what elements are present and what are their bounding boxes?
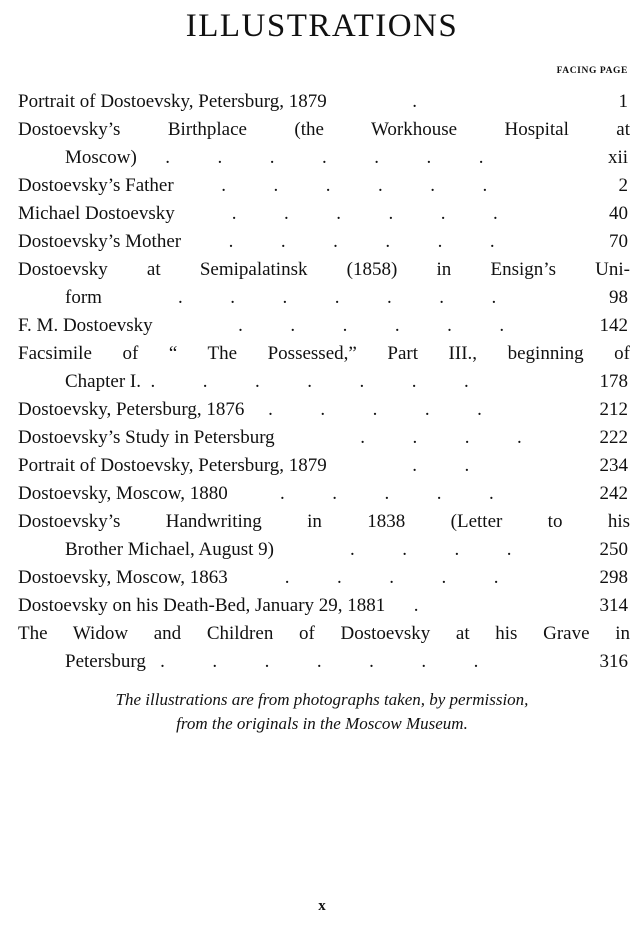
list-item bbox=[18, 452, 630, 480]
leader-dots: . . . . . . . bbox=[150, 371, 469, 392]
page-number: xii bbox=[607, 147, 628, 168]
entry-title: F. M. Dostoevsky . . . . . . bbox=[18, 315, 505, 336]
leader-dots: . . . . . . bbox=[221, 175, 488, 196]
list-item bbox=[18, 564, 630, 592]
page-number: 314 bbox=[599, 595, 628, 616]
list-item bbox=[18, 480, 630, 508]
facing-page-label: FACING PAGE bbox=[556, 66, 628, 76]
list-item bbox=[18, 88, 630, 116]
list-item bbox=[18, 312, 630, 340]
illustrations-list bbox=[18, 88, 630, 676]
entry-title-continued: Brother Michael, August 9) . . . . bbox=[65, 539, 512, 560]
page-number: 70 bbox=[609, 231, 628, 252]
leader-dots: . . . . . . . bbox=[160, 651, 479, 672]
page-number: 40 bbox=[609, 203, 628, 224]
note-line: from the originals in the Moscow Museum. bbox=[176, 714, 468, 733]
entry-title: Dostoevsky’s Handwriting in 1838 (Letter to his bbox=[18, 511, 630, 532]
page-number: 250 bbox=[599, 539, 628, 560]
list-item bbox=[18, 508, 630, 564]
entry-title-continued: form . . . . . . . bbox=[65, 287, 497, 308]
page-number: 2 bbox=[618, 175, 628, 196]
page-number: 242 bbox=[599, 483, 628, 504]
page-folio: x bbox=[318, 898, 326, 914]
leader-dots: . . . . . . bbox=[228, 231, 495, 252]
page-number: 234 bbox=[599, 455, 628, 476]
page-number: 298 bbox=[599, 567, 628, 588]
list-item bbox=[18, 424, 630, 452]
entry-title: The Widow and Children of Dostoevsky at his Grave in bbox=[18, 623, 630, 644]
entry-title: Dostoevsky at Semipalatinsk (1858) in Ensign’s Uni- bbox=[18, 259, 630, 280]
entry-title: Dostoevsky’s Study in Petersburg . . . . bbox=[18, 427, 522, 448]
page-number: 178 bbox=[599, 371, 628, 392]
list-item bbox=[18, 228, 630, 256]
entry-title-continued: Petersburg . . . . . . . bbox=[65, 651, 479, 672]
entry-title: Dostoevsky’s Mother . . . . . . bbox=[18, 231, 495, 252]
list-item bbox=[18, 340, 630, 396]
leader-dots: . . . . . bbox=[284, 567, 499, 588]
list-item bbox=[18, 396, 630, 424]
list-item bbox=[18, 256, 630, 312]
page-number: 212 bbox=[599, 399, 628, 420]
entry-title-continued: Moscow) . . . . . . . bbox=[65, 147, 484, 168]
entry-title: Dostoevsky’s Father . . . . . . bbox=[18, 175, 488, 196]
entry-title: Michael Dostoevsky . . . . . . bbox=[18, 203, 498, 224]
leader-dots: . . . . bbox=[360, 427, 522, 448]
entry-title: Portrait of Dostoevsky, Petersburg, 1879 . . bbox=[18, 455, 470, 476]
page-number: 222 bbox=[599, 427, 628, 448]
list-item bbox=[18, 620, 630, 676]
entry-title: Portrait of Dostoevsky, Petersburg, 1879 . bbox=[18, 91, 417, 112]
page-number: 142 bbox=[599, 315, 628, 336]
illustrations-note bbox=[0, 688, 644, 736]
entry-title: Facsimile of “ The Possessed,” Part III., beginning of bbox=[18, 343, 630, 364]
note-line: The illustrations are from photographs taken, by permission, bbox=[115, 690, 529, 709]
leader-dots: . . . . . . . bbox=[165, 147, 484, 168]
leader-dots: . . . . . bbox=[279, 483, 494, 504]
entry-title: Dostoevsky, Petersburg, 1876 . . . . . bbox=[18, 399, 482, 420]
list-item bbox=[18, 592, 630, 620]
entry-title: Dostoevsky, Moscow, 1863 . . . . . bbox=[18, 567, 499, 588]
list-item bbox=[18, 200, 630, 228]
leader-dots: . . . . . . bbox=[231, 203, 498, 224]
list-item bbox=[18, 116, 630, 172]
page-title: ILLUSTRATIONS bbox=[185, 8, 459, 44]
entry-title: Dostoevsky, Moscow, 1880 . . . . . bbox=[18, 483, 494, 504]
entry-title: Dostoevsky’s Birthplace (the Workhouse Hospital at bbox=[18, 119, 630, 140]
leader-dots: . . . . . . bbox=[238, 315, 505, 336]
page-number: 1 bbox=[618, 91, 628, 112]
list-item bbox=[18, 172, 630, 200]
leader-dots: . . bbox=[412, 455, 470, 476]
leader-dots: . . . . . bbox=[268, 399, 482, 420]
leader-dots: . . . . bbox=[349, 539, 512, 560]
entry-title-continued: Chapter I. . . . . . . . bbox=[65, 371, 469, 392]
leader-dots: . . . . . . . bbox=[177, 287, 497, 308]
leader-dots: . bbox=[413, 595, 419, 616]
entry-title: Dostoevsky on his Death-Bed, January 29, 1881 . bbox=[18, 595, 419, 616]
leader-dots: . bbox=[412, 91, 417, 112]
page-number: 316 bbox=[599, 651, 628, 672]
page-number: 98 bbox=[609, 287, 628, 308]
